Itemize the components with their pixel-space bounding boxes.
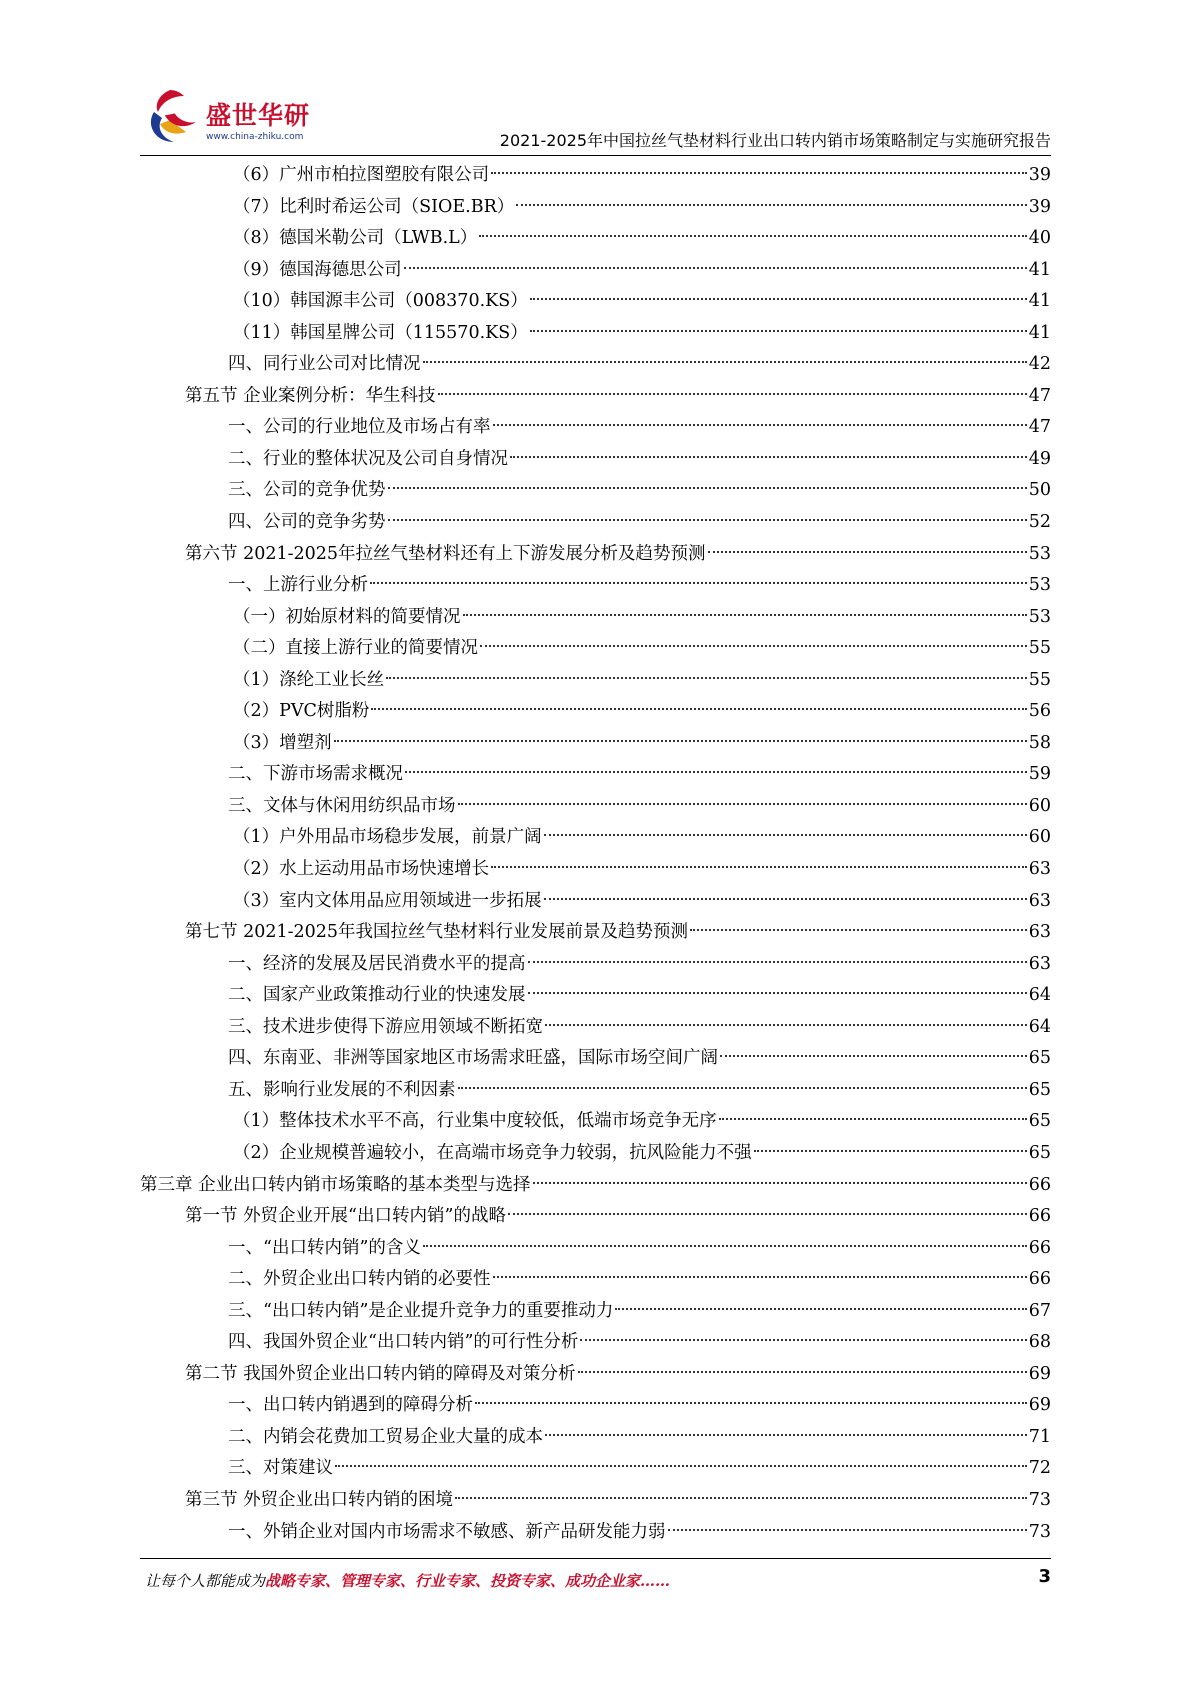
toc-entry-page: 65 [1028,1142,1051,1163]
toc-entry-page: 39 [1028,196,1051,217]
toc-entry-page: 66 [1028,1206,1051,1227]
toc-entry-page: 55 [1028,669,1051,690]
toc-entry-page: 63 [1028,859,1051,880]
toc-entry-page: 63 [1028,953,1051,974]
toc-entry-page: 53 [1028,606,1051,627]
toc-dot-leader [386,657,1027,679]
footer-slogan [145,1570,670,1591]
toc-dot-leader [493,404,1027,426]
toc-entry-page: 69 [1028,1363,1051,1384]
toc-dot-leader [458,1067,1027,1089]
toc-dot-leader [423,341,1027,363]
toc-entry-label: （3）增塑剂 [233,732,332,753]
toc-entry-page: 60 [1028,827,1051,848]
toc-entry-page: 52 [1028,512,1051,533]
toc-entry-page: 47 [1028,385,1051,406]
toc-entry-label: 五、影响行业发展的不利因素 [228,1079,456,1100]
toc-entry-page: 41 [1028,322,1051,343]
toc-entry-page: 41 [1028,259,1051,280]
toc-entry-page: 66 [1028,1237,1051,1258]
toc-entry-page: 53 [1028,543,1051,564]
toc-dot-leader [720,1035,1027,1057]
company-logo [140,82,340,152]
toc-entry-label: （2）企业规模普遍较小，在高端市场竞争力较弱，抗风险能力不强 [233,1142,752,1163]
toc-dot-leader [545,1004,1027,1026]
toc-entry-label: （一）初始原材料的简要情况 [233,606,461,627]
document-title: 2021-2025年中国拉丝气垫材料行业出口转内销市场策略制定与实施研究报告 [499,131,1051,150]
toc-entry[interactable] [140,1515,1051,1547]
toc-entry-label: 一、经济的发展及居民消费水平的提高 [228,953,526,974]
toc-dot-leader [668,1509,1027,1531]
toc-entry-page: 73 [1028,1489,1051,1510]
toc-entry-label: 三、“出口转内销”是企业提升竞争力的重要推动力 [228,1300,614,1321]
toc-entry-page: 41 [1028,291,1051,312]
toc-entry-label: （11）韩国星牌公司（115570.KS） [233,322,528,343]
logo-name: 盛世华研 [206,101,311,130]
toc-dot-leader [690,909,1027,931]
toc-entry-label: 第一节 外贸企业开展“出口转内销”的战略 [185,1206,506,1227]
toc-entry-label: （二）直接上游行业的简要情况 [233,638,478,659]
toc-entry-label: 第二节 我国外贸企业出口转内销的障碍及对策分析 [185,1363,576,1384]
toc-entry-page: 66 [1028,1174,1051,1195]
toc-entry-label: （7）比利时希运公司（SIOE.BR） [233,196,515,217]
toc-entry-label: 四、同行业公司对比情况 [228,354,421,375]
toc-entry-page: 47 [1028,417,1051,438]
toc-entry-label: （10）韩国源丰公司（008370.KS） [233,291,528,312]
toc-dot-leader [545,1414,1027,1436]
toc-entry-page: 72 [1028,1458,1051,1479]
toc-entry-label: 四、我国外贸企业“出口转内销”的可行性分析 [228,1332,579,1353]
toc-entry-page: 49 [1028,448,1051,469]
toc-dot-leader [438,373,1027,395]
footer-divider [140,1558,1051,1559]
toc-entry-label: （1）涤纶工业长丝 [233,669,385,690]
toc-entry-page: 39 [1028,165,1051,185]
toc-dot-leader [754,1130,1027,1152]
toc-entry-page: 71 [1028,1426,1051,1447]
toc-dot-leader [475,1382,1027,1404]
toc-dot-leader [388,467,1027,489]
toc-dot-leader [491,152,1027,174]
toc-entry-page: 65 [1028,1048,1051,1069]
toc-dot-leader [458,783,1027,805]
toc-entry-label: 一、“出口转内销”的含义 [228,1237,421,1258]
toc-dot-leader [479,215,1026,237]
toc-dot-leader [334,720,1027,742]
toc-dot-leader [510,436,1027,458]
toc-entry-page: 64 [1028,985,1051,1006]
toc-dot-leader [530,310,1027,332]
toc-dot-leader [528,972,1027,994]
toc-entry-page: 55 [1028,638,1051,659]
toc-dot-leader [708,531,1027,553]
toc-dot-leader [533,1162,1027,1184]
toc-entry-page: 66 [1028,1269,1051,1290]
toc-entry-label: 第六节 2021-2025年拉丝气垫材料还有上下游发展分析及趋势预测 [185,543,706,564]
toc-entry-label: 第三章 企业出口转内销市场策略的基本类型与选择 [140,1174,531,1195]
toc-entry-page: 40 [1028,228,1051,249]
toc-dot-leader [719,1098,1027,1120]
toc-entry-label: 一、公司的行业地位及市场占有率 [228,417,491,438]
toc-entry-page: 73 [1028,1521,1051,1542]
page-header [0,0,1191,165]
toc-entry-label: 四、东南亚、非洲等国家地区市场需求旺盛，国际市场空间广阔 [228,1048,718,1069]
logo-url: www.china-zhiku.com [206,132,304,142]
toc-dot-leader [530,278,1027,300]
toc-entry-page: 69 [1028,1395,1051,1416]
toc-dot-leader [404,247,1027,269]
toc-entry-label: 第三节 外贸企业出口转内销的困境 [185,1489,454,1510]
toc-entry-label: 三、文体与休闲用纺织品市场 [228,795,456,816]
toc-entry-label: 二、外贸企业出口转内销的必要性 [228,1269,491,1290]
toc-dot-leader [455,1477,1027,1499]
toc-dot-leader [578,1351,1027,1373]
toc-dot-leader [544,878,1027,900]
toc-entry-page: 67 [1028,1300,1051,1321]
toc-entry-label: （3）室内文体用品应用领域进一步拓展 [233,890,542,911]
toc-entry-page: 56 [1028,701,1051,722]
toc-dot-leader [580,1319,1026,1341]
toc-dot-leader [423,1225,1027,1247]
logo-mark-icon [140,84,204,148]
toc-dot-leader [371,688,1026,710]
toc-entry-label: （1）整体技术水平不高，行业集中度较低，低端市场竞争无序 [233,1111,717,1132]
toc-entry-label: 二、内销会花费加工贸易企业大量的成本 [228,1426,543,1447]
toc-dot-leader [615,1288,1026,1310]
toc-dot-leader [493,1256,1027,1278]
toc-entry-page: 64 [1028,1016,1051,1037]
toc-entry-page: 65 [1028,1079,1051,1100]
toc-entry-label: （2）水上运动用品市场快速增长 [233,859,490,880]
toc-entry-page: 58 [1028,732,1051,753]
toc-entry-page: 63 [1028,890,1051,911]
toc-entry-label: 三、对策建议 [228,1458,333,1479]
footer-slogan-highlight: 战略专家、管理专家、行业专家、投资专家、成功企业家…… [265,1572,671,1590]
toc-dot-leader [528,941,1027,963]
toc-entry-page: 63 [1028,922,1051,943]
toc-entry-page: 59 [1028,764,1051,785]
toc-dot-leader [405,751,1027,773]
toc-entry-page: 60 [1028,795,1051,816]
toc-entry-label: （1）户外用品市场稳步发展，前景广阔 [233,827,542,848]
footer-slogan-lead: 让每个人都能成为 [145,1572,266,1590]
toc-entry-page: 53 [1028,575,1051,596]
toc-entry-label: 第七节 2021-2025年我国拉丝气垫材料行业发展前景及趋势预测 [185,922,689,943]
toc-dot-leader [370,562,1027,584]
toc-entry-label: （6）广州市柏拉图塑胶有限公司 [233,165,490,185]
toc-entry-label: 一、出口转内销遇到的障碍分析 [228,1395,473,1416]
toc-entry-page: 42 [1028,354,1051,375]
toc-entry-page: 65 [1028,1111,1051,1132]
toc-entry-label: 二、国家产业政策推动行业的快速发展 [228,985,526,1006]
toc-entry-label: 第五节 企业案例分析：华生科技 [185,385,436,406]
table-of-contents [140,158,1051,1546]
toc-dot-leader [508,1193,1027,1215]
page-number: 3 [1038,1566,1051,1587]
toc-entry-label: （2）PVC树脂粉 [233,701,370,722]
toc-entry-label: （9）德国海德思公司 [233,259,402,280]
toc-entry-label: 三、技术进步使得下游应用领域不断拓宽 [228,1016,543,1037]
toc-dot-leader [491,846,1027,868]
toc-entry-label: 一、上游行业分析 [228,575,368,596]
toc-entry-page: 68 [1028,1332,1051,1353]
toc-entry-label: 三、公司的竞争优势 [228,480,386,501]
toc-dot-leader [463,594,1027,616]
toc-dot-leader [335,1445,1027,1467]
toc-entry-label: 四、公司的竞争劣势 [228,512,386,533]
toc-dot-leader [516,184,1026,206]
toc-entry-page: 50 [1028,480,1051,501]
toc-entry-label: （8）德国米勒公司（LWB.L） [233,228,478,249]
toc-entry-label: 一、外销企业对国内市场需求不敏感、新产品研发能力弱 [228,1521,666,1542]
toc-entry-label: 二、行业的整体状况及公司自身情况 [228,448,508,469]
toc-dot-leader [544,814,1027,836]
toc-entry-label: 二、下游市场需求概况 [228,764,403,785]
toc-dot-leader [388,499,1027,521]
toc-dot-leader [480,625,1027,647]
